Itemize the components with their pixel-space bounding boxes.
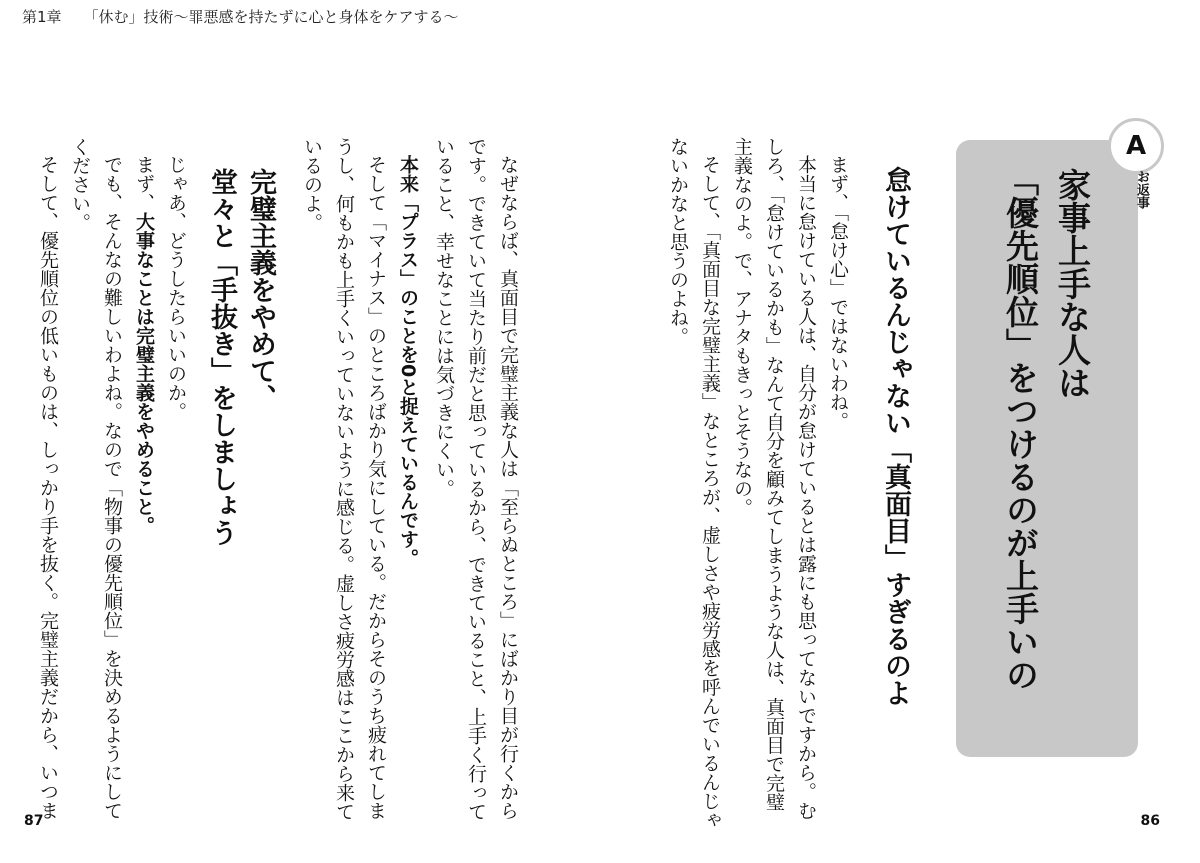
chapter-label: 第1章 bbox=[22, 8, 62, 26]
left-body-line: でも、そんなの難しいわよね。なので「物事の優先順位」を決めるようにして bbox=[101, 155, 123, 820]
left-emphasis-inline: 大事なことは完璧主義をやめること。 bbox=[133, 212, 155, 535]
left-body-line: そして、優先順位の低いものは、しっかり手を抜く。完璧主義だから、いつま bbox=[37, 155, 59, 820]
page-number-right: 86 bbox=[1140, 813, 1160, 829]
right-body-line: そして、「真面目な完璧主義」なところが、虚しさや疲労感を呼んでいるんじゃ bbox=[699, 155, 721, 830]
answer-badge: A bbox=[1108, 118, 1164, 174]
left-body-line: うし、何もかも上手くいっていないように感じる。虚しさ疲労感はここから来て bbox=[333, 137, 355, 821]
answer-card bbox=[956, 140, 1138, 757]
left-line-prefix: まず、 bbox=[133, 155, 155, 212]
left-subheading-line-2: 堂々と「手抜き」をしましょう bbox=[206, 168, 237, 546]
left-body-line: いるのよ。 bbox=[301, 137, 323, 232]
right-body-line: 主義なのよ。で、アナタもきっとそうなの。 bbox=[731, 137, 753, 517]
right-body-line: しろ、「怠けているかも」なんて自分を顧みてしまうような人は、真面目で完璧 bbox=[763, 137, 785, 812]
left-body-line: ください。 bbox=[69, 137, 91, 232]
answer-tag: お返事 bbox=[1134, 170, 1149, 209]
right-body-line: まず、「怠け心」ではないわね。 bbox=[827, 155, 849, 431]
running-head bbox=[22, 6, 481, 27]
left-emphasis-line: 本来「プラス」のことを0と捉えているんです。 bbox=[397, 155, 419, 568]
left-body-line: いること、幸せなことには気づきにくい。 bbox=[433, 137, 455, 498]
left-body-line: じゃあ、どうしたらいいのか。 bbox=[165, 155, 187, 421]
right-subheading: 怠けているんじゃない「真面目」すぎるのよ bbox=[880, 166, 911, 706]
right-body-line: 本当に怠けている人は、自分が怠けているとは露にも思ってないですから。む bbox=[795, 155, 817, 820]
right-body-line: ないかなと思うのよね。 bbox=[667, 137, 689, 346]
answer-title-line-1: 家事上手な人は bbox=[1053, 168, 1092, 399]
left-body-line: なぜならば、真面目で完璧主義な人は「至らぬところ」にばかり目が行くから bbox=[497, 155, 519, 820]
left-body-line: そして「マイナス」のところばかり気にしている。だからそのうち疲れてしま bbox=[365, 155, 387, 820]
left-mixed-line bbox=[134, 155, 153, 535]
left-body-line: です。できていて当たり前だと思っているから、できていること、上手く行って bbox=[465, 137, 487, 821]
chapter-title: 「休む」技術～罪悪感を持たずに心と身体をケアする～ bbox=[83, 8, 459, 26]
left-subheading-line-1: 完璧主義をやめて、 bbox=[245, 168, 276, 411]
answer-title-line-2: 「優先順位」をつけるのが上手いの bbox=[1001, 163, 1040, 691]
page-number-left: 87 bbox=[24, 813, 44, 829]
